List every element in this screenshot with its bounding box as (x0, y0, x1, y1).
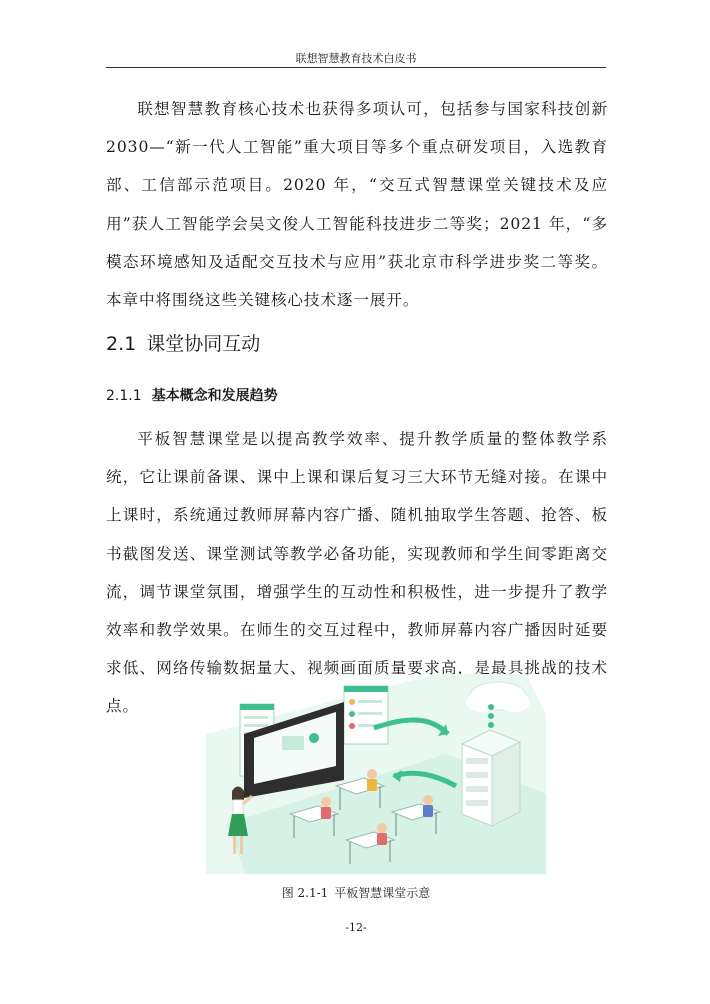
intro-paragraph: 联想智慧教育核心技术也获得多项认可，包括参与国家科技创新2030—“新一代人工智能”重大项目等多个重点研发项目，入选教育部、工信部示范项目。2020 年，“交互式智慧课堂关键技术及应用”获人工智能学会吴文俊人工智能科技进步二等奖；2021 年，“多模态环境感知及适配交互技术与应用”获北京市科学进步奖二等奖。本章中将围绕这些关键核心技术逐一展开。 (106, 100, 608, 310)
running-header: 联想智慧教育技术白皮书 (295, 52, 417, 65)
section-heading (106, 329, 260, 356)
subsection-number: 2.1.1 (106, 388, 142, 404)
page-number: -12- (345, 921, 367, 934)
figure-caption (106, 884, 606, 901)
app-panel-right (344, 686, 388, 744)
section-number: 2.1 (106, 333, 137, 355)
body-paragraph: 平板智慧课堂是以提高教学效率、提升教学质量的整体教学系统，它让课前备课、课中上课和课后复习三大环节无缝对接。在课中上课时，系统通过教师屏幕内容广播、随机抽取学生答题、抢答、板书截图发送、课堂测试等教学必备功能，实现教师和学生间零距离交流，调节课堂氛围，增强学生的互动性和积极性，进一步提升了教学效率和教学效果。在师生的交互过程中，教师屏幕内容广播因时延要求低、网络传输数据量大、视频画面质量要求高，是最具挑战的技术点。 (106, 430, 608, 716)
subsection-heading (106, 385, 278, 405)
classroom-illustration (186, 674, 546, 874)
figure-number: 图 2.1-1 (281, 886, 329, 900)
header-divider (106, 67, 606, 68)
section-title: 课堂协同互动 (146, 333, 261, 355)
subsection-title: 基本概念和发展趋势 (151, 388, 278, 404)
classroom-illustration-svg (186, 674, 546, 874)
figure-title: 平板智慧课堂示意 (334, 886, 431, 900)
